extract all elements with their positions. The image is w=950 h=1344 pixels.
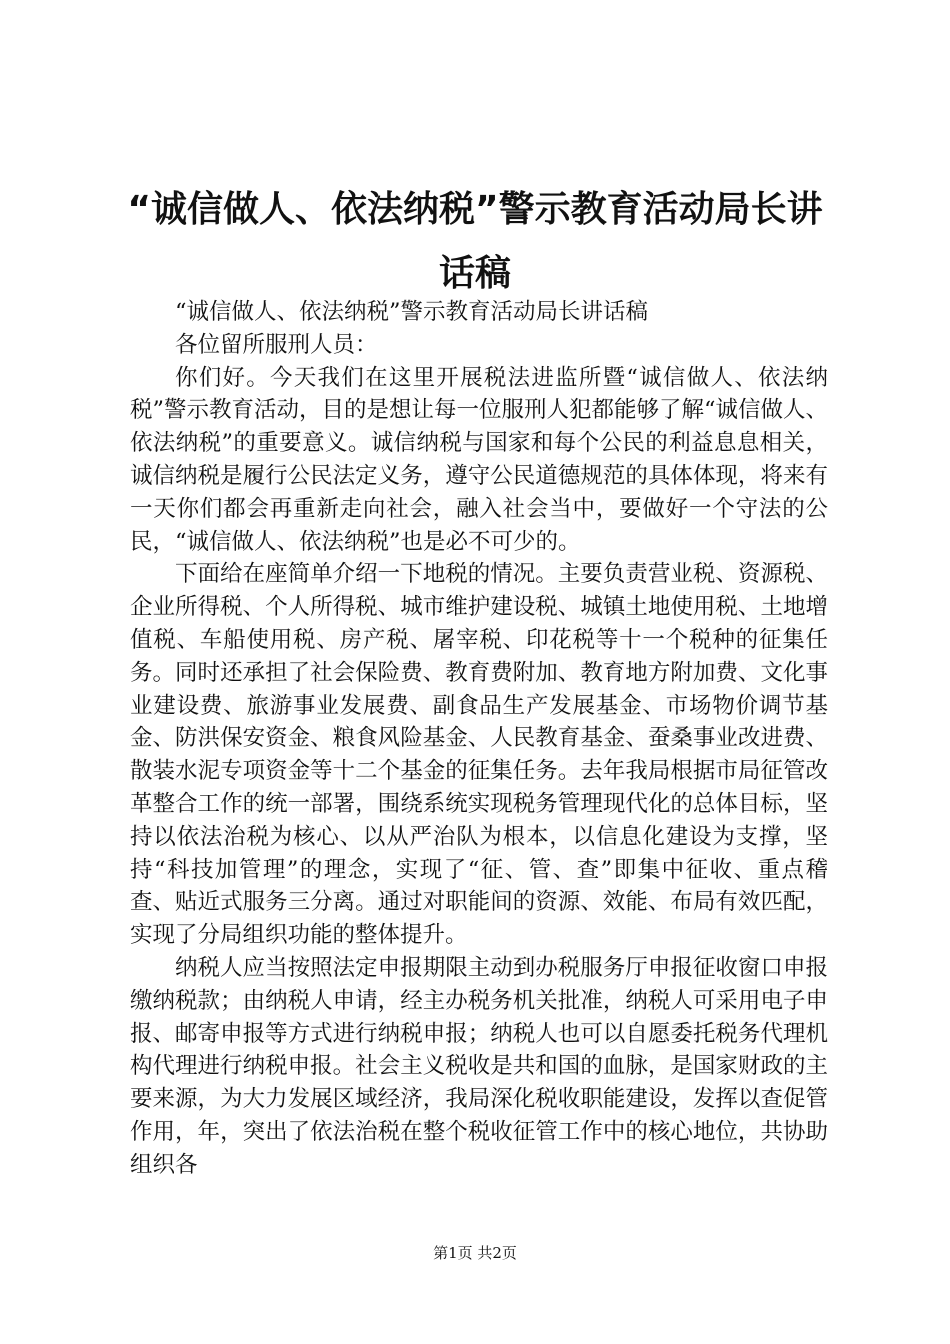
paragraph-tax-filing: 纳税人应当按照法定申报期限主动到办税服务厅申报征收窗口申报缴纳税款；由纳税人申请，经主办税务机关批准，纳税人可采用电子申报、邮寄申报等方式进行纳税申报；纳税人也可以自愿委托税务代理机构代理进行纳税申报。社会主义税收是共和国的血脉，是国家财政的主要来源，为大力发展区域经济，我局深化税收职能建设，发挥以查促管作用，年，突出了依法治税在整个税收征管工作中的核心地位，共协助组织各 — [130, 954, 828, 1178]
paragraph-tax-overview: 下面给在座简单介绍一下地税的情况。主要负责营业税、资源税、企业所得税、个人所得税、城市维护建设税、城镇土地使用税、土地增值税、车船使用税、房产税、屠宰税、印花税等十一个税种的征集任务。同时还承担了社会保险费、教育费附加、教育地方附加费、文化事业建设费、旅游事业发展费、副食品生产发展基金、市场物价调节基金、防洪保安资金、粮食风险基金、人民教育基金、蚕桑事业改进费、散装水泥专项资金等十二个基金的征集任务。去年我局根据市局征管改革整合工作的统一部署，围绕系统实现税务管理现代化的总体目标，坚持以依法治税为核心、以从严治队为根本，以信息化建设为支撑，坚持“科技加管理”的理念，实现了“征、管、查”即集中征收、重点稽查、贴近式服务三分离。通过对职能间的资源、效能、布局有效匹配，实现了分局组织功能的整体提升。 — [130, 561, 828, 949]
paragraph-subtitle: “诚信做人、依法纳税”警示教育活动局长讲话稿 — [175, 299, 649, 325]
paragraph-greeting: 你们好。今天我们在这里开展税法进监所暨“诚信做人、依法纳税”警示教育活动，目的是想让每一位服刑人犯都能够了解“诚信做人、依法纳税”的重要意义。诚信纳税与国家和每个公民的利益息息相关，诚信纳税是履行公民法定义务，遵守公民道德规范的具体体现，将来有一天你们都会再重新走向社会，融入社会当中，要做好一个守法的公民，“诚信做人、依法纳税”也是必不可少的。 — [130, 364, 829, 555]
document-body — [130, 296, 828, 1182]
page-footer: 第1页 共2页 — [433, 1244, 517, 1262]
document-title: “诚信做人、依法纳税”警示教育活动局长讲话稿 — [127, 189, 823, 294]
paragraph-salutation: 各位留所服刑人员： — [175, 331, 378, 358]
